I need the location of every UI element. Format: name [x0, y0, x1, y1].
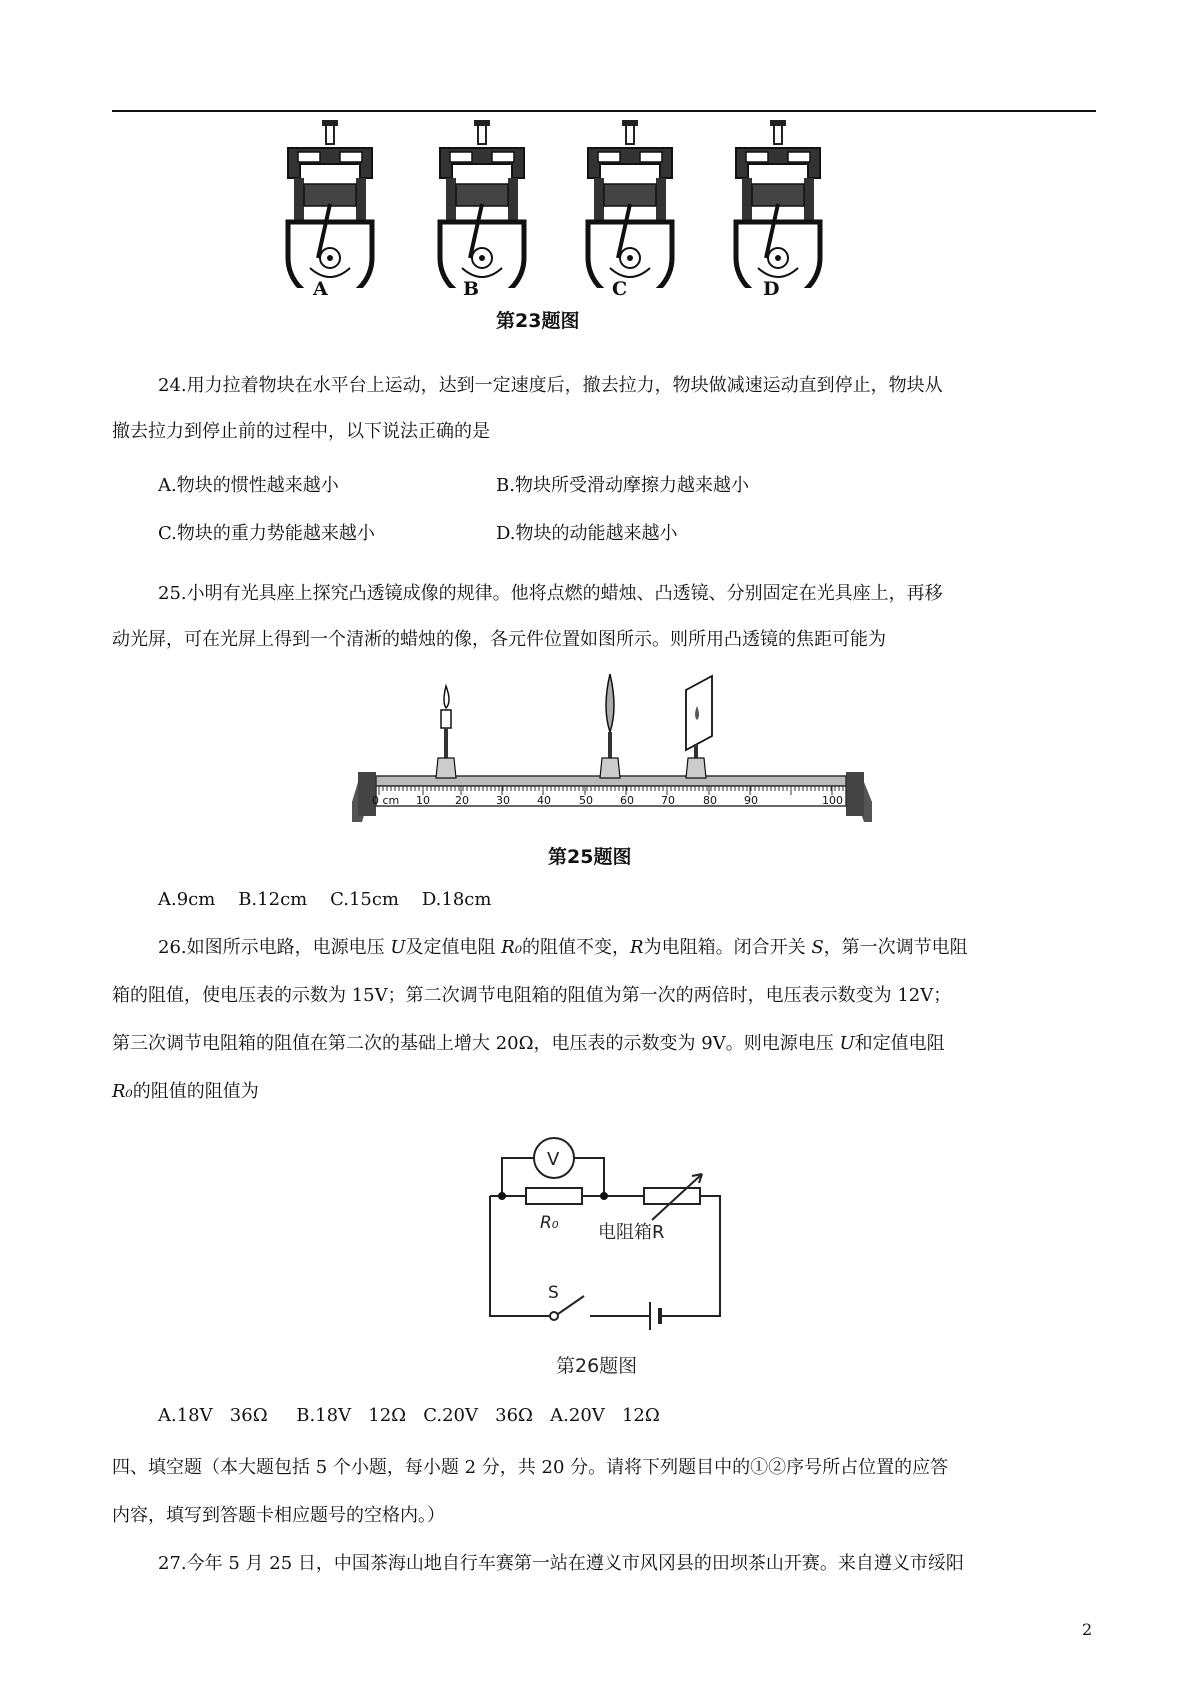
q26-text: 的阻值的阻值为: [132, 1081, 259, 1102]
q26-text: 及定值电阻: [405, 937, 502, 958]
symbol-u: U: [839, 1033, 855, 1054]
q26-text: 第三次调节电阻箱的阻值在第二次的基础上增大 20Ω，电压表的示数变为 9V。则电源电压: [112, 1033, 840, 1054]
q25-options: A.9cm B.12cm C.15cm D.18cm: [158, 889, 492, 910]
engine-label-d: D: [763, 278, 780, 300]
ruler-tick-label: 0 cm: [372, 794, 400, 807]
header-rule: [112, 110, 1096, 112]
q26-text: 的阻值不变，: [522, 937, 631, 958]
symbol-r0: R₀: [501, 937, 523, 958]
q25-stem-line1: 25.小明有光具座上探究凸透镜成像的规律。他将点燃的蜡烛、凸透镜、分别固定在光具座上，再移: [158, 583, 943, 604]
figure-q26: [480, 1126, 740, 1376]
symbol-r0: R₀: [112, 1081, 133, 1102]
symbol-r: R: [630, 937, 644, 958]
ruler-tick-label: 50: [579, 794, 593, 807]
q26-options: A.18V 36Ω B.18V 12Ω C.20V 36Ω A.20V 12Ω: [158, 1405, 660, 1426]
q24-option-b: B.物块所受滑动摩擦力越来越小: [496, 475, 749, 496]
engine-label-c: C: [612, 278, 628, 300]
figure-caption-q25: 第25题图: [548, 846, 632, 868]
q24-option-a: A.物块的惯性越来越小: [158, 475, 339, 496]
q24-option-d: D.物块的动能越来越小: [496, 523, 678, 544]
ruler-tick-label: 30: [496, 794, 510, 807]
figure-q25: [352, 672, 872, 872]
q25-stem-line2: 动光屏，可在光屏上得到一个清淅的蜡烛的像，各元件位置如图所示。则所用凸透镜的焦距可能为: [112, 629, 886, 650]
symbol-s: S: [811, 937, 824, 958]
ruler-tick-label: 20: [455, 794, 469, 807]
page-number: 2: [1082, 1620, 1093, 1639]
symbol-u: U: [390, 937, 406, 958]
ruler-tick-label: 100: [822, 794, 843, 807]
switch-label: S: [548, 1283, 559, 1303]
ruler-tick-label: 40: [537, 794, 551, 807]
q24-stem-line1: 24.用力拉着物块在水平台上运动，达到一定速度后，撤去拉力，物块做减速运动直到停止，物块从: [158, 375, 943, 396]
q24-option-c: C.物块的重力势能越来越小: [158, 523, 375, 544]
ruler-tick-label: 80: [703, 794, 717, 807]
q26-line1: [158, 936, 968, 960]
engine-label-a: A: [313, 278, 328, 300]
figure-caption-q26: 第26题图: [556, 1355, 638, 1376]
q26-text: 26.如图所示电路，电源电压: [158, 937, 391, 958]
figure-q23: [280, 118, 880, 358]
ruler-tick-label: 90: [744, 794, 758, 807]
q26-text: 为电阻箱。闭合开关: [643, 937, 812, 958]
q26-line3: [112, 1032, 945, 1056]
q27-line1: 27.今年 5 月 25 日，中国茶海山地自行车赛第一站在遵义市风冈县的田坝茶山开赛。来自遵义市绥阳: [158, 1553, 964, 1574]
q26-line4: [112, 1080, 259, 1104]
q26-line2: 箱的阻值，使电压表的示数为 15V；第二次调节电阻箱的阻值为第一次的两倍时，电压表示数变为 12V；: [112, 985, 952, 1006]
resistor-box-label: 电阻箱R: [598, 1222, 665, 1243]
q24-stem-line2: 撤去拉力到停止前的过程中，以下说法正确的是: [112, 421, 490, 442]
voltmeter-label: V: [547, 1149, 560, 1170]
q26-text: 和定值电阻: [854, 1033, 945, 1054]
resistor-r0-label: R₀: [540, 1213, 559, 1233]
q26-text: ，第一次调节电阻: [823, 937, 968, 958]
circuit-diagram: [480, 1126, 740, 1376]
ruler-tick-label: 70: [661, 794, 675, 807]
section4-heading-line2: 内容，填写到答题卡相应题号的空格内。）: [112, 1505, 445, 1526]
figure-caption-q23: 第23题图: [496, 310, 580, 332]
ruler-tick-label: 10: [416, 794, 430, 807]
ruler-tick-label: 60: [620, 794, 634, 807]
section4-heading-line1: 四、填空题（本大题包括 5 个小题，每小题 2 分，共 20 分。请将下列题目中的①②序号所占位置的应答: [112, 1457, 949, 1478]
engine-label-b: B: [463, 278, 480, 300]
engine-strokes-diagram: [280, 118, 880, 288]
